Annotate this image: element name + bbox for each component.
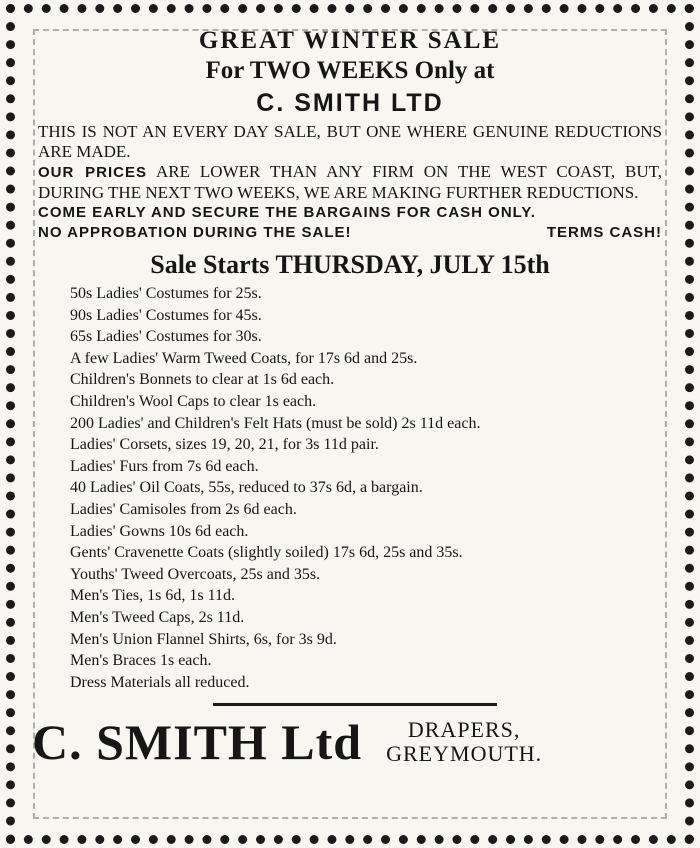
sale-start-date: Sale Starts THURSDAY, JULY 15th xyxy=(150,250,550,279)
price-list-item: Men's Braces 1s each. xyxy=(70,652,212,670)
footer xyxy=(30,714,670,770)
no-approbation-text: NO APPROBATION DURING THE SALE! xyxy=(38,224,352,241)
price-list-item: Gents' Cravenette Coats (slightly soiled) 17s 6d, 25s and 35s. xyxy=(70,544,463,562)
intro-para-3: COME EARLY AND SECURE THE BARGAINS FOR CASH ONLY. xyxy=(38,204,536,221)
headline-store: C. SMITH LTD xyxy=(256,89,444,117)
price-list-item: Ladies' Corsets, sizes 19, 20, 21, for 3s 11d pair. xyxy=(70,436,379,454)
divider-rule xyxy=(213,703,497,706)
advertisement xyxy=(30,26,670,770)
price-list-item: 90s Ladies' Costumes for 45s. xyxy=(70,306,262,324)
intro-para-1: THIS IS NOT AN EVERY DAY SALE, BUT ONE WHERE GENUINE REDUCTIONS ARE MADE. xyxy=(38,122,662,161)
intro-para-2-lead: OUR PRICES xyxy=(38,164,148,181)
price-list-item: Ladies' Camisoles from 2s 6d each. xyxy=(70,500,297,518)
price-list-item: Men's Tweed Caps, 2s 11d. xyxy=(70,608,245,626)
price-list-item: Children's Wool Caps to clear 1s each. xyxy=(70,392,317,410)
price-list-item: Children's Bonnets to clear at 1s 6d each. xyxy=(70,371,335,389)
terms-line xyxy=(38,223,662,243)
terms-cash-text: TERMS CASH! xyxy=(546,224,662,241)
price-list-item: 40 Ladies' Oil Coats, 55s, reduced to 37s 6d, a bargain. xyxy=(70,479,423,497)
price-list-item: Dress Materials all reduced. xyxy=(70,673,250,691)
headline-duration: For TWO WEEKS Only at xyxy=(205,57,495,84)
headline-sale: GREAT WINTER SALE xyxy=(198,27,502,54)
header-block xyxy=(30,26,670,120)
footer-store-name: C. SMITH Ltd xyxy=(32,714,363,771)
price-list-item: Youths' Tweed Overcoats, 25s and 35s. xyxy=(70,565,321,583)
price-list-item: Men's Union Flannel Shirts, 6s, for 3s 9d. xyxy=(70,630,337,648)
price-list-item: Ladies' Gowns 10s 6d each. xyxy=(70,522,249,540)
intro-para-2 xyxy=(38,162,662,203)
intro-para-2-rest: ARE LOWER THAN ANY FIRM ON THE WEST COAST, BUT, DURING THE NEXT TWO WEEKS, WE ARE MAKING FURTHER REDUCTIONS. xyxy=(38,162,663,202)
price-list-item: 50s Ladies' Costumes for 25s. xyxy=(70,285,262,302)
footer-trade-line-1: DRAPERS, xyxy=(407,717,521,743)
price-list-item: 65s Ladies' Costumes for 30s. xyxy=(70,328,262,346)
intro-block xyxy=(38,122,662,223)
price-list-item: 200 Ladies' and Children's Felt Hats (must be sold) 2s 11d each. xyxy=(70,414,481,432)
price-list-item: A few Ladies' Warm Tweed Coats, for 17s 6d and 25s. xyxy=(70,349,418,367)
price-list-item: Ladies' Furs from 7s 6d each. xyxy=(70,457,259,475)
footer-trade-line-2: GREYMOUTH. xyxy=(386,741,543,767)
footer-trade xyxy=(386,718,542,766)
price-list xyxy=(70,283,670,693)
price-list-item: Men's Ties, 1s 6d, 1s 11d. xyxy=(70,587,235,605)
